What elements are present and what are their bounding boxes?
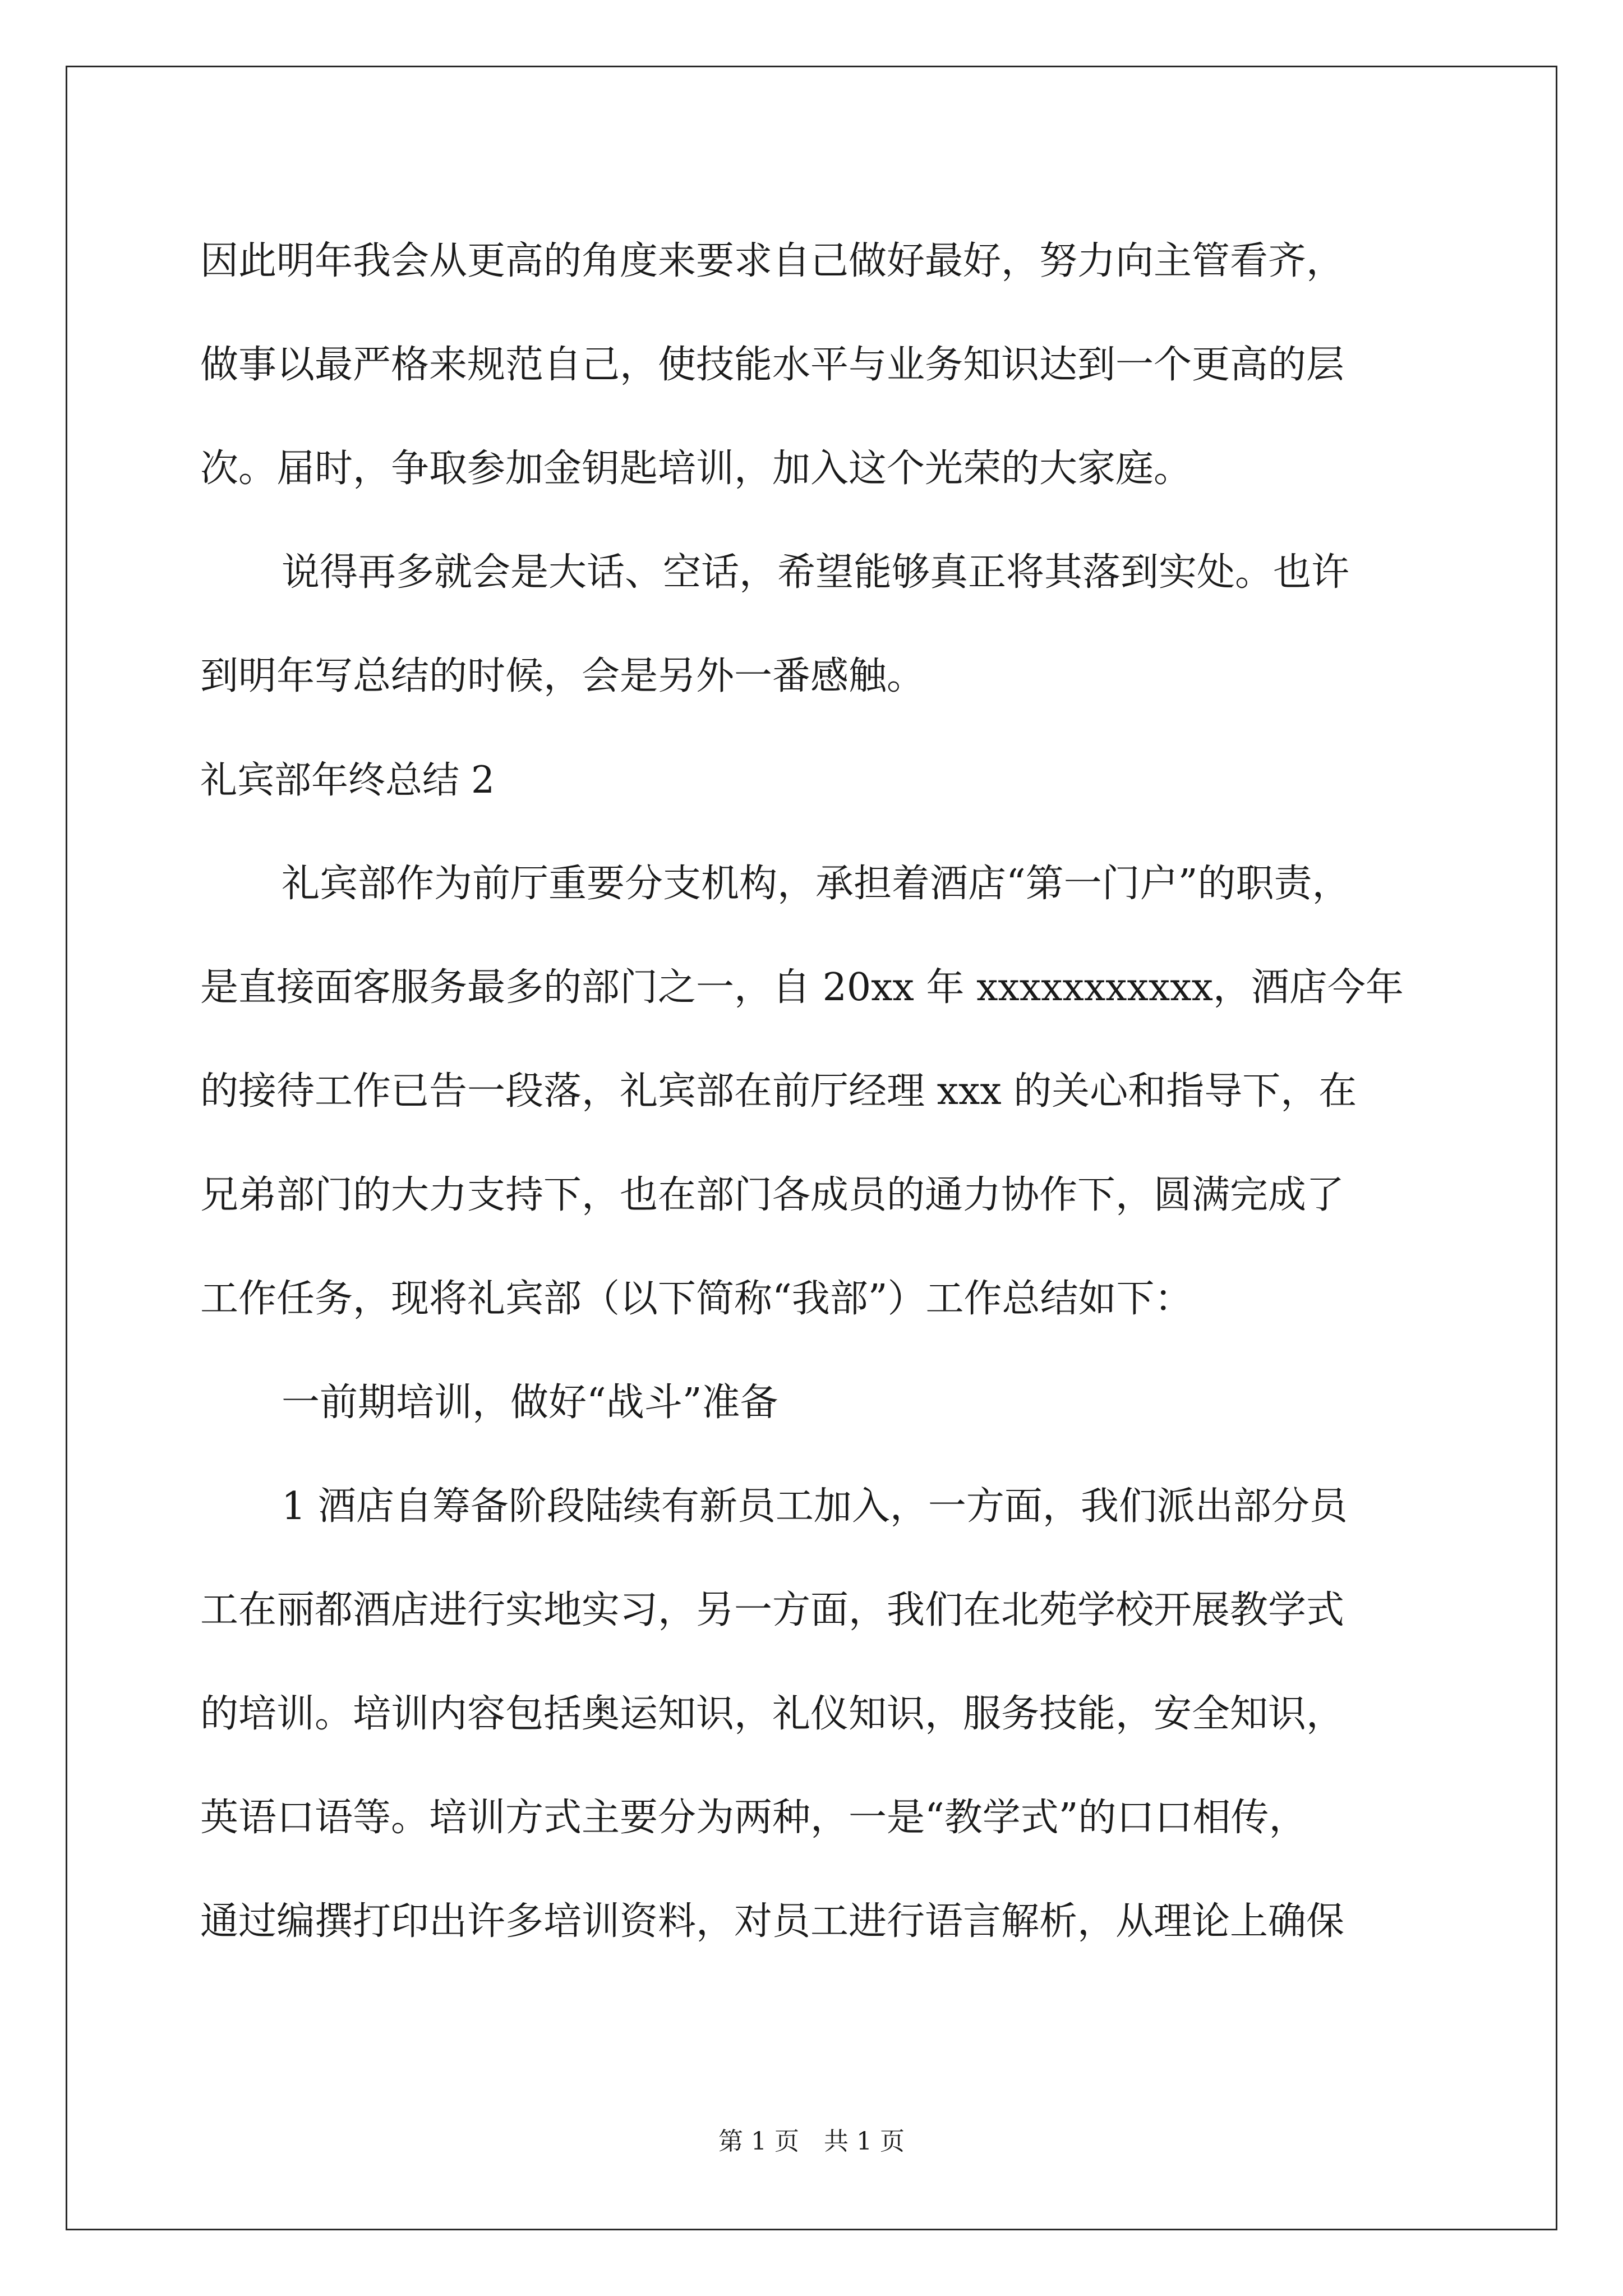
text-line: 1 酒店自筹备阶段陆续有新员工加入，一方面，我们派出部分员 — [282, 1484, 1348, 1529]
page-footer: 第 1 页 共 1 页 — [718, 2127, 905, 2156]
text-line: 的接待工作已告一段落，礼宾部在前厅经理 xxx 的关心和指导下，在 — [200, 1069, 1357, 1114]
text-line: 工作任务，现将礼宾部（以下简称“我部”）工作总结如下： — [200, 1277, 1193, 1321]
document-body — [200, 209, 1456, 1973]
text-line: 礼宾部作为前厅重要分支机构，承担着酒店“第一门户”的职责， — [282, 862, 1350, 906]
subsection-heading: 一前期培训，做好“战斗”准备 — [282, 1381, 778, 1425]
text-line: 到明年写总结的时候，会是另外一番感触。 — [200, 654, 925, 698]
text-line: 是直接面客服务最多的部门之一，自 20xx 年 xxxxxxxxxxx，酒店今年 — [200, 965, 1404, 1010]
text-line: 做事以最严格来规范自己，使技能水平与业务知识达到一个更高的层 — [200, 343, 1345, 387]
text-line: 因此明年我会从更高的角度来要求自己做好最好，努力向主管看齐， — [200, 239, 1345, 283]
text-line: 次。届时，争取参加金钥匙培训，加入这个光荣的大家庭。 — [200, 447, 1192, 491]
text-line: 兄弟部门的大力支持下，也在部门各成员的通力协作下，圆满完成了 — [200, 1173, 1345, 1217]
text-line: 的培训。培训内容包括奥运知识，礼仪知识，服务技能，安全知识， — [200, 1692, 1345, 1736]
text-line: 说得再多就会是大话、空话，希望能够真正将其落到实处。也许 — [282, 550, 1350, 595]
section-heading: 礼宾部年终总结 2 — [200, 758, 495, 802]
text-line: 通过编撰打印出许多培训资料，对员工进行语言解析，从理论上确保 — [200, 1899, 1345, 1944]
text-line: 英语口语等。培训方式主要分为两种，一是“教学式”的口口相传， — [200, 1796, 1307, 1840]
text-line: 工在丽都酒店进行实地实习，另一方面，我们在北苑学校开展教学式 — [200, 1588, 1345, 1632]
